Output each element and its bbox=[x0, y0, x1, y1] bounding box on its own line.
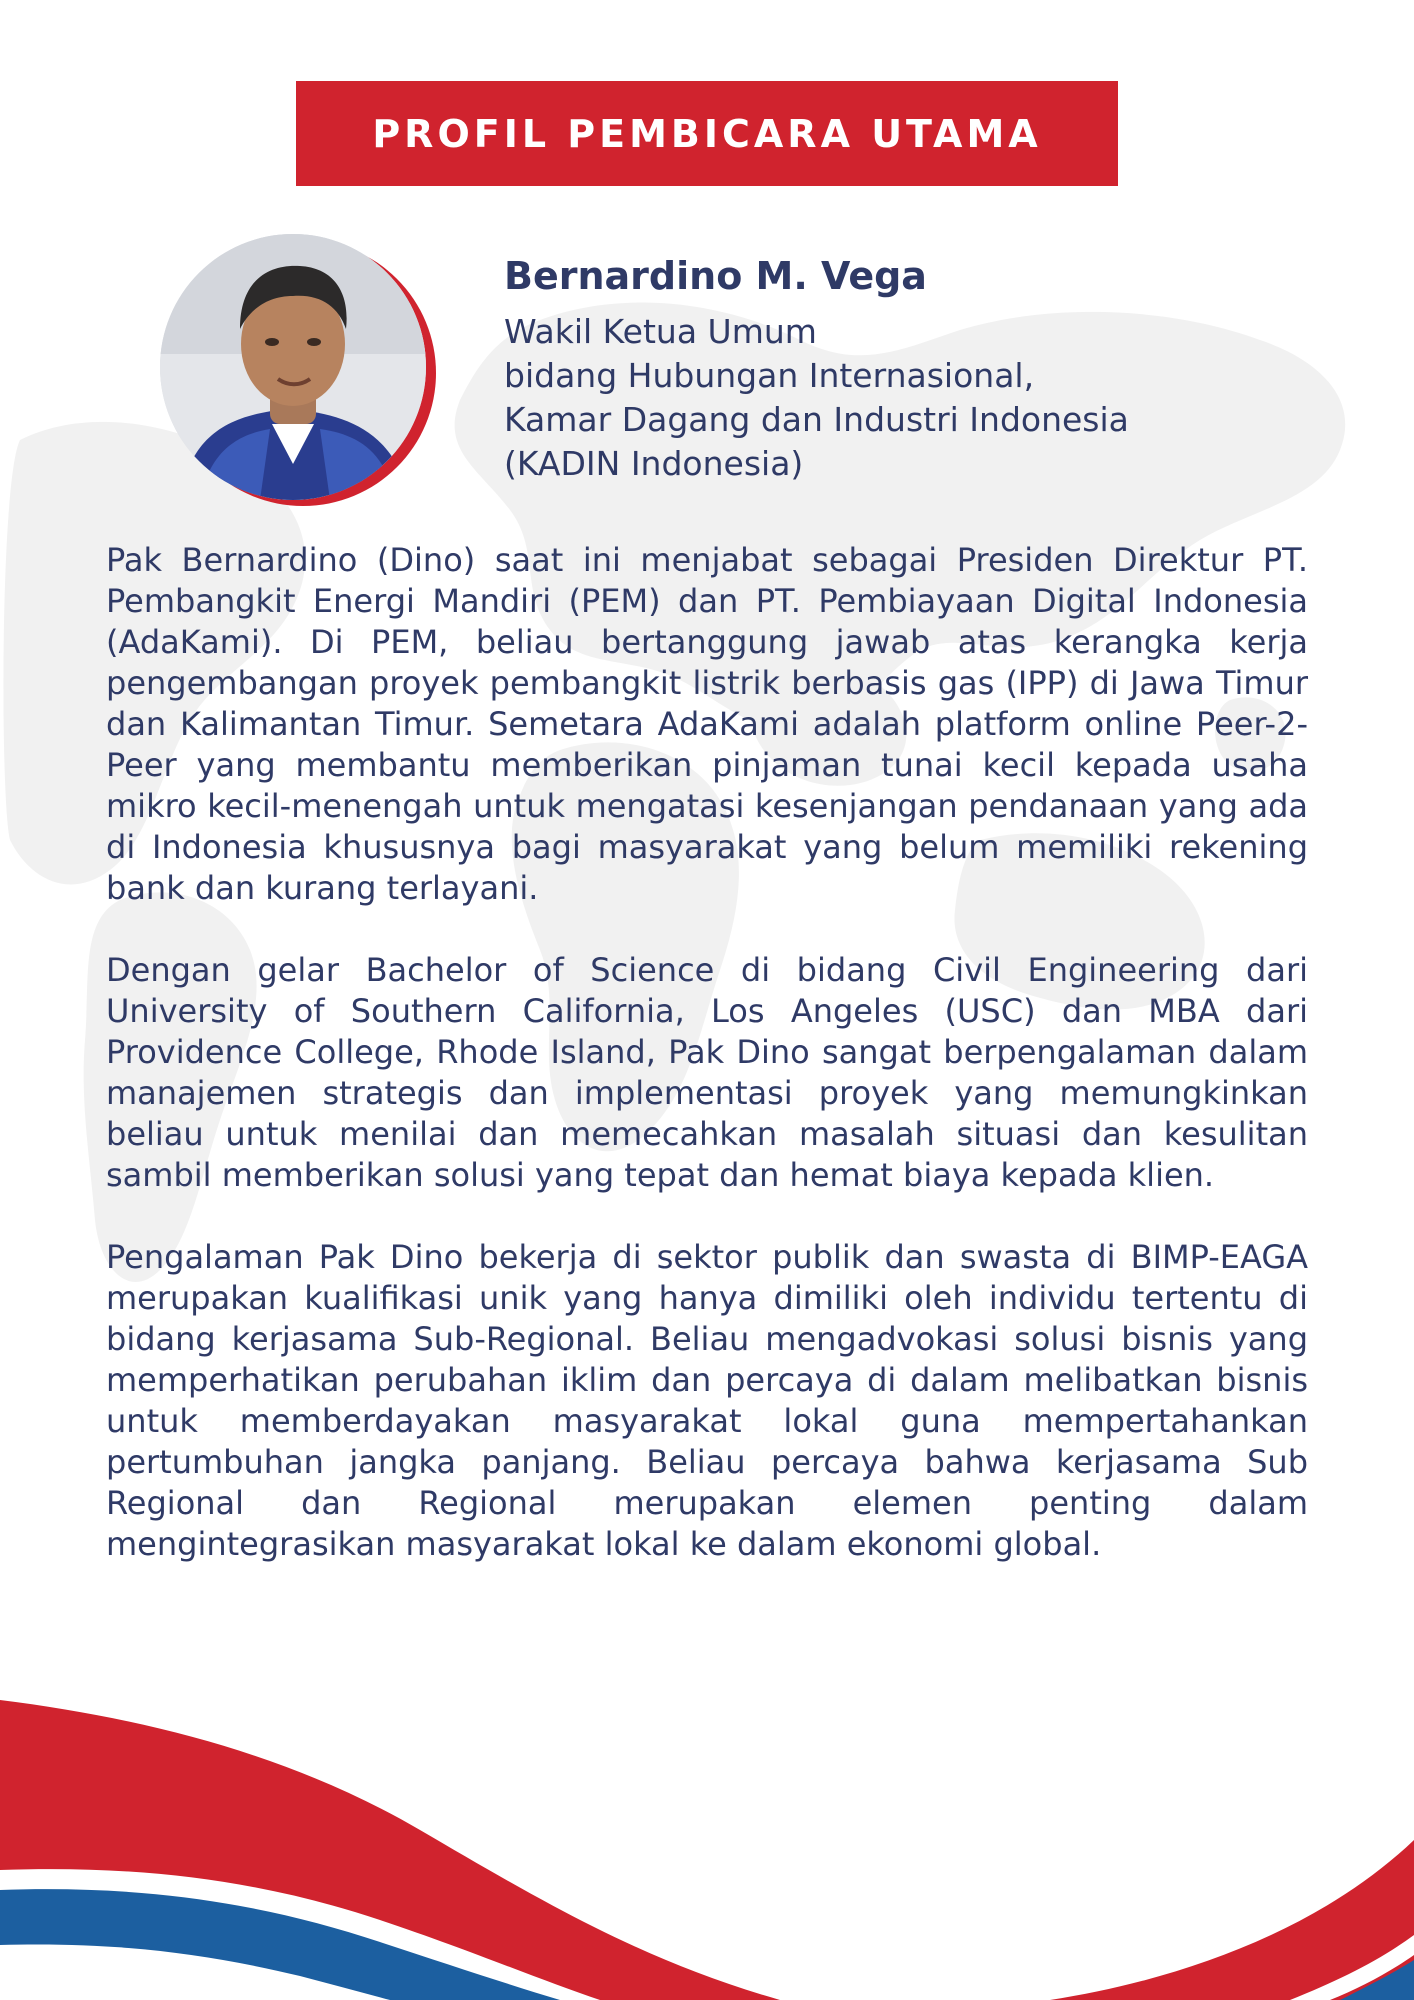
bio-paragraph: Pak Bernardino (Dino) saat ini menjabat sebagai Presiden Direktur PT. Pembangkit Energi Mandiri (PEM) dan PT. Pembiayaan Digital Indonesia (AdaKami). Di PEM, beliau bertanggung jawab atas kerangka kerja pengembangan proyek pembangkit listrik berbasis gas (IPP) di Jawa Timur dan Kalimantan Timur. Semetara AdaKami adalah platform online Peer-2- Peer yang membantu memberikan pinjaman tunai kecil kepada usaha mikro kecil-menengah untuk mengatasi kesenjangan pendanaan yang ada di Indonesia khususnya bagi masyarakat yang belum memiliki rekening bank dan kurang terlayani. bbox=[106, 541, 1308, 907]
speaker-role-line: bidang Hubungan Internasional, bbox=[504, 356, 1035, 395]
speaker-name: Bernardino M. Vega bbox=[504, 254, 927, 298]
speaker-info bbox=[504, 254, 1129, 486]
bio-paragraph: Dengan gelar Bachelor of Science di bidang Civil Engineering dari University of Southern California, Los Angeles (USC) dan MBA dari Providence College, Rhode Island, Pak Dino sangat berpengalaman dalam manajemen strategis dan implementasi proyek yang memungkinkan beliau untuk menilai dan memecahkan masalah situasi dan kesulitan sambil memberikan solusi yang tepat dan hemat biaya kepada klien. bbox=[106, 951, 1308, 1194]
bio-paragraph: Pengalaman Pak Dino bekerja di sektor publik dan swasta di BIMP-EAGA merupakan kualifikasi unik yang hanya dimiliki oleh individu tertentu di bidang kerjasama Sub-Regional. Beliau mengadvokasi solusi bisnis yang memperhatikan perubahan iklim dan percaya di dalam melibatkan bisnis untuk memberdayakan masyarakat lokal guna mempertahankan pertumbuhan jangka panjang. Beliau percaya bahwa kerjasama Sub Regional dan Regional merupakan elemen penting dalam mengintegrasikan masyarakat lokal ke dalam ekonomi global. bbox=[106, 1238, 1308, 1563]
speaker-photo-frame bbox=[160, 234, 436, 506]
title-banner bbox=[296, 81, 1118, 186]
speaker-biography bbox=[106, 540, 1308, 1606]
speaker-role-line: Kamar Dagang dan Industri Indonesia bbox=[504, 400, 1129, 439]
speaker-portrait-icon bbox=[160, 234, 426, 500]
speaker-role-line: Wakil Ketua Umum bbox=[504, 312, 817, 351]
speaker-role-line: (KADIN Indonesia) bbox=[504, 444, 804, 483]
speaker-photo bbox=[160, 234, 426, 500]
footer-wave-graphic bbox=[0, 1680, 1414, 2000]
page-title: PROFIL PEMBICARA UTAMA bbox=[372, 111, 1042, 156]
